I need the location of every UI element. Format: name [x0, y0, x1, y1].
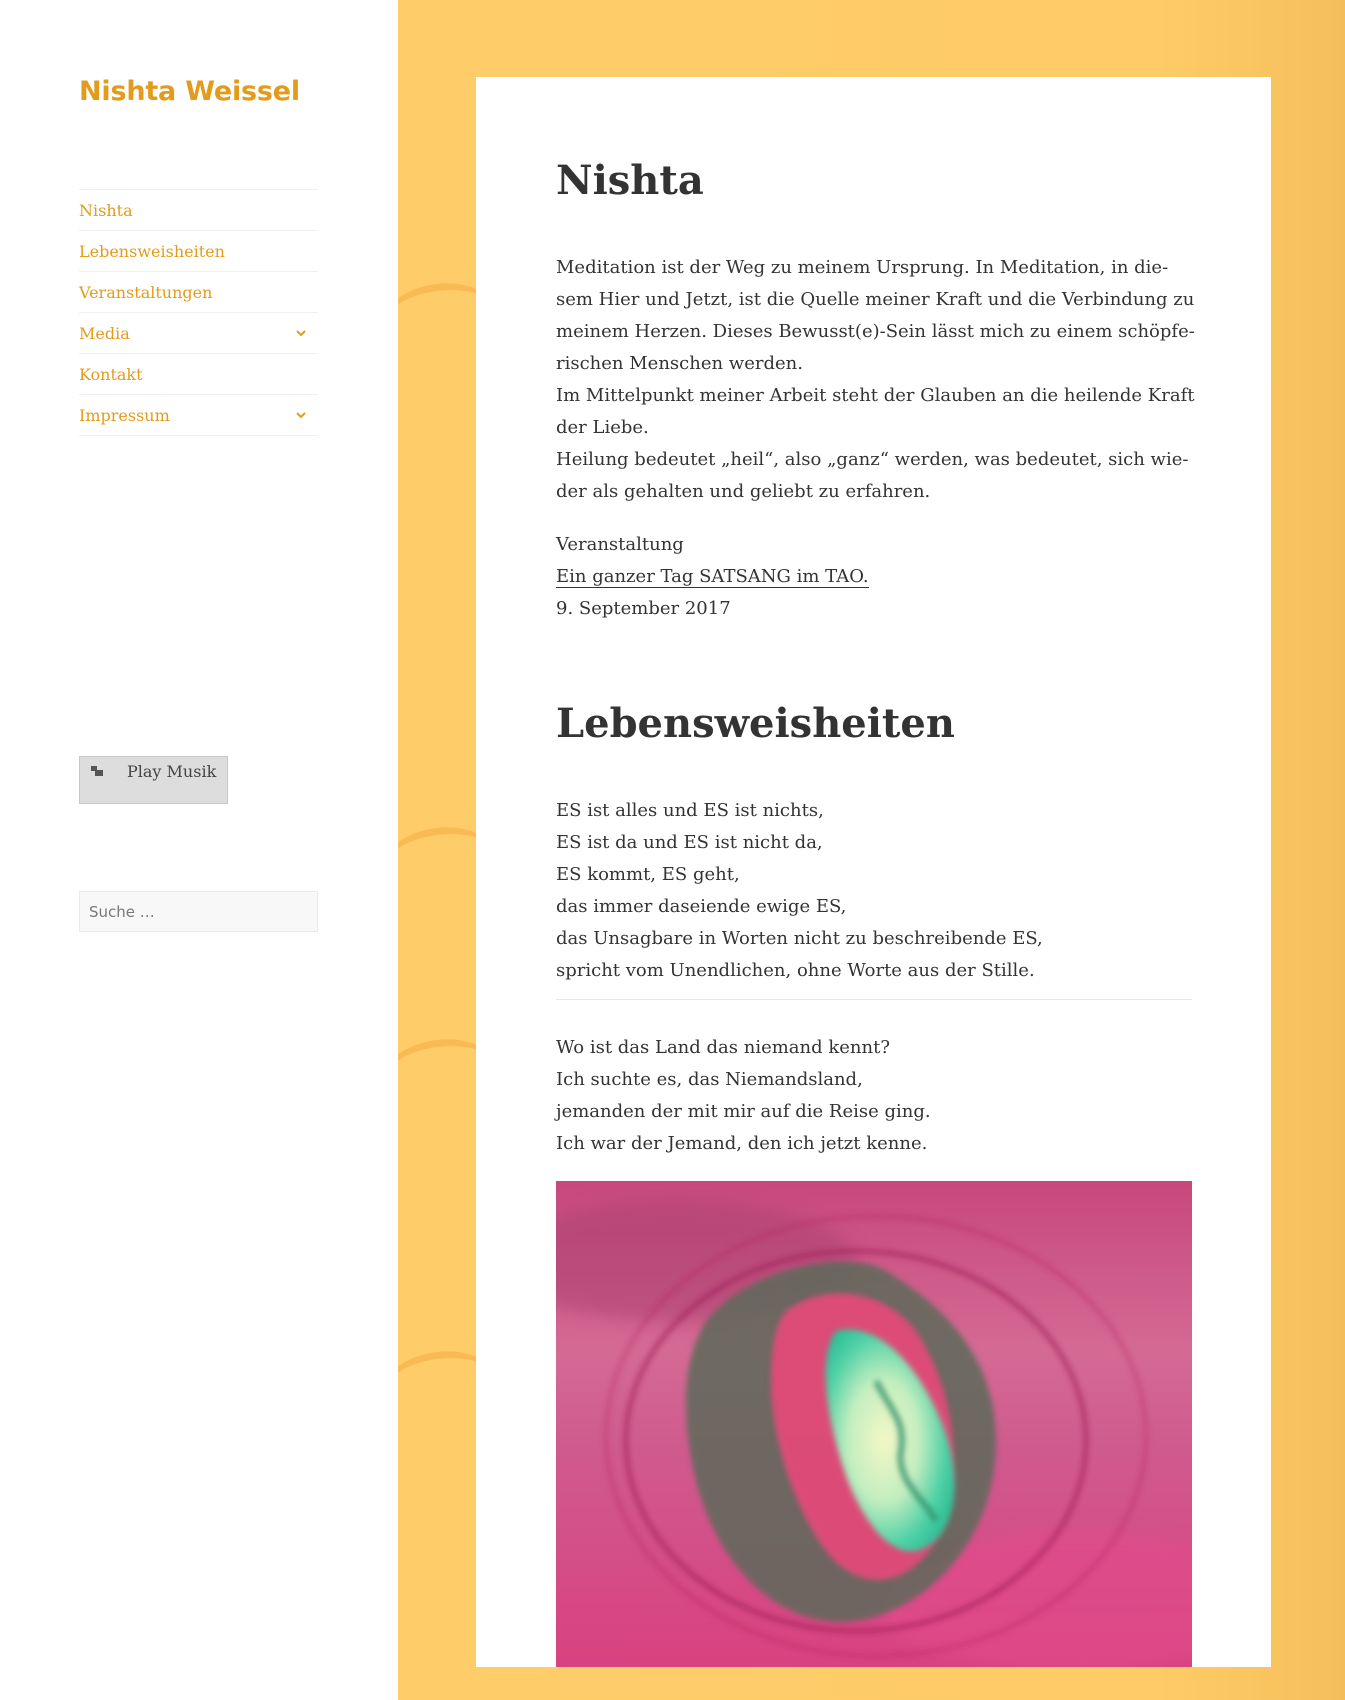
nav-item-kontakt[interactable]	[79, 353, 318, 394]
text-line: Meditation ist der Weg zu meinem Ursprung. In Meditation, in die-	[556, 257, 1169, 278]
poem-line: Wo ist das Land das niemand kennt?	[556, 1037, 891, 1058]
main-navigation	[79, 189, 318, 436]
text-line: meinem Herzen. Dieses Bewusst(e)-Sein lässt mich zu einem schöpfe-	[556, 321, 1195, 342]
text-line: rischen Menschen werden.	[556, 353, 803, 374]
search-input[interactable]	[79, 891, 318, 932]
event-link[interactable]: Ein ganzer Tag SATSANG im TAO.	[556, 566, 869, 587]
poem-line: Ich war der Jemand, den ich jetzt kenne.	[556, 1133, 928, 1154]
poem-line: das Unsagbare in Worten nicht zu beschreibende ES,	[556, 928, 1043, 949]
poem-line: ES ist da und ES ist nicht da,	[556, 832, 823, 853]
text-line: der als gehalten und geliebt zu erfahren.	[556, 481, 931, 502]
text-line: Im Mittelpunkt meiner Arbeit steht der Glauben an die heilende Kraft	[556, 385, 1195, 406]
nav-item-media[interactable]	[79, 312, 318, 353]
nav-item-label[interactable]: Nishta	[79, 200, 133, 220]
text-line: sem Hier und Jetzt, ist die Quelle meiner Kraft und die Verbindung zu	[556, 289, 1195, 310]
chevron-down-icon[interactable]	[294, 408, 308, 422]
poem-line: ES ist alles und ES ist nichts,	[556, 800, 824, 821]
event-block	[556, 529, 1196, 625]
poem-line: Ich suchte es, das Niemandsland,	[556, 1069, 863, 1090]
nav-item-nishta[interactable]	[79, 189, 318, 230]
poem-niemandsland	[556, 1032, 1196, 1160]
nav-item-label[interactable]: Veranstaltungen	[79, 282, 213, 302]
poem-line: jemanden der mit mir auf die Reise ging.	[556, 1101, 931, 1122]
event-date: 9. September 2017	[556, 598, 731, 619]
nav-item-label[interactable]: Kontakt	[79, 364, 143, 384]
text-line: Heilung bedeutet „heil“, also „ganz“ werden, was bedeutet, sich wie-	[556, 449, 1189, 470]
event-label: Veranstaltung	[556, 534, 684, 555]
nav-item-label[interactable]: Lebensweisheiten	[79, 241, 225, 261]
poem-line: das immer daseiende ewige ES,	[556, 896, 847, 917]
play-music-label: Play Musik	[127, 762, 217, 781]
nav-item-label[interactable]: Impressum	[79, 405, 170, 425]
poem-line: ES kommt, ES geht,	[556, 864, 740, 885]
nishta-intro-text	[556, 252, 1196, 508]
chevron-down-icon[interactable]	[294, 326, 308, 340]
section-divider	[556, 999, 1192, 1000]
section-title-lebensweisheiten: Lebensweisheiten	[556, 700, 955, 747]
poem-es	[556, 795, 1196, 987]
site-title[interactable]: Nishta Weissel	[79, 76, 300, 107]
content-card	[476, 77, 1271, 1667]
watercolor-painting	[556, 1181, 1192, 1667]
play-music-button[interactable]	[79, 756, 228, 804]
section-title-nishta: Nishta	[556, 157, 704, 204]
nav-item-veranstaltungen[interactable]	[79, 271, 318, 312]
nav-item-impressum[interactable]	[79, 394, 318, 436]
music-player-icon	[91, 766, 103, 776]
nav-item-label[interactable]: Media	[79, 323, 130, 343]
poem-line: spricht vom Unendlichen, ohne Worte aus der Stille.	[556, 960, 1035, 981]
sidebar	[0, 0, 398, 1700]
text-line: der Liebe.	[556, 417, 649, 438]
nav-item-lebensweisheiten[interactable]	[79, 230, 318, 271]
